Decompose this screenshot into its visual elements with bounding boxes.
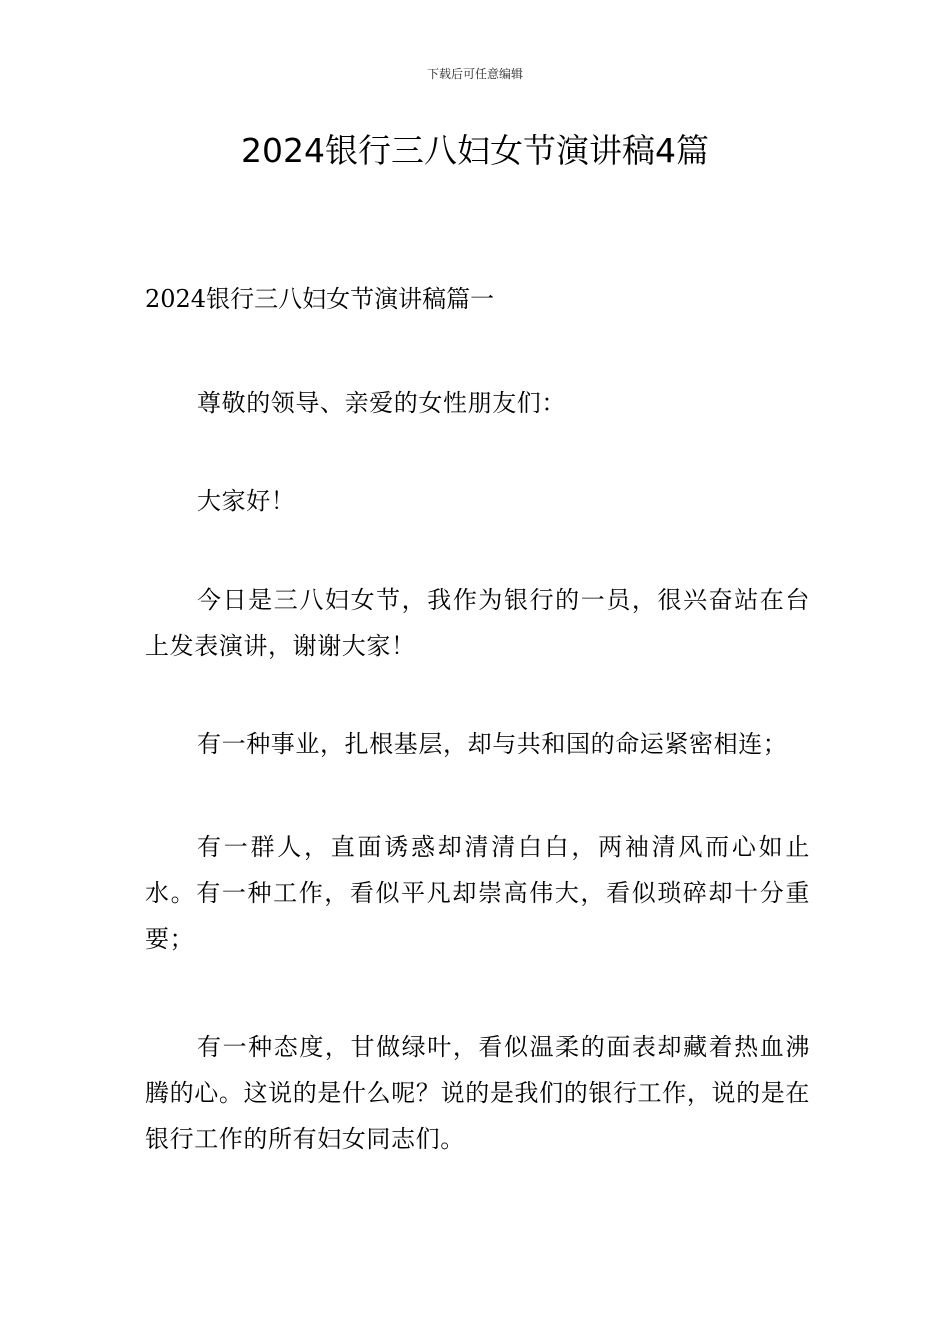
paragraph-career: 有一种事业，扎根基层，却与共和国的命运紧密相连； xyxy=(197,730,788,758)
paragraph-intro: 今日是三八妇女节，我作为银行的一员，很兴奋站在台上发表演讲，谢谢大家！ xyxy=(145,586,810,660)
section-heading: 2024银行三八妇女节演讲稿篇一 xyxy=(145,285,495,313)
document-title: 2024银行三八妇女节演讲稿4篇 xyxy=(241,131,709,170)
paragraph-attitude: 有一种态度，甘做绿叶，看似温柔的面表却藏着热血沸腾的心。这说的是什么呢？说的是我们的银行工作，说的是在银行工作的所有妇女同志们。 xyxy=(145,1033,810,1153)
paragraph-people: 有一群人，直面诱惑却清清白白，两袖清风而心如止水。有一种工作，看似平凡却崇高伟大，看似琐碎却十分重要； xyxy=(145,833,810,953)
paragraph-salutation: 尊敬的领导、亲爱的女性朋友们： xyxy=(197,389,566,417)
header-note: 下载后可任意编辑 xyxy=(426,67,523,81)
paragraph-greeting: 大家好！ xyxy=(197,487,296,515)
